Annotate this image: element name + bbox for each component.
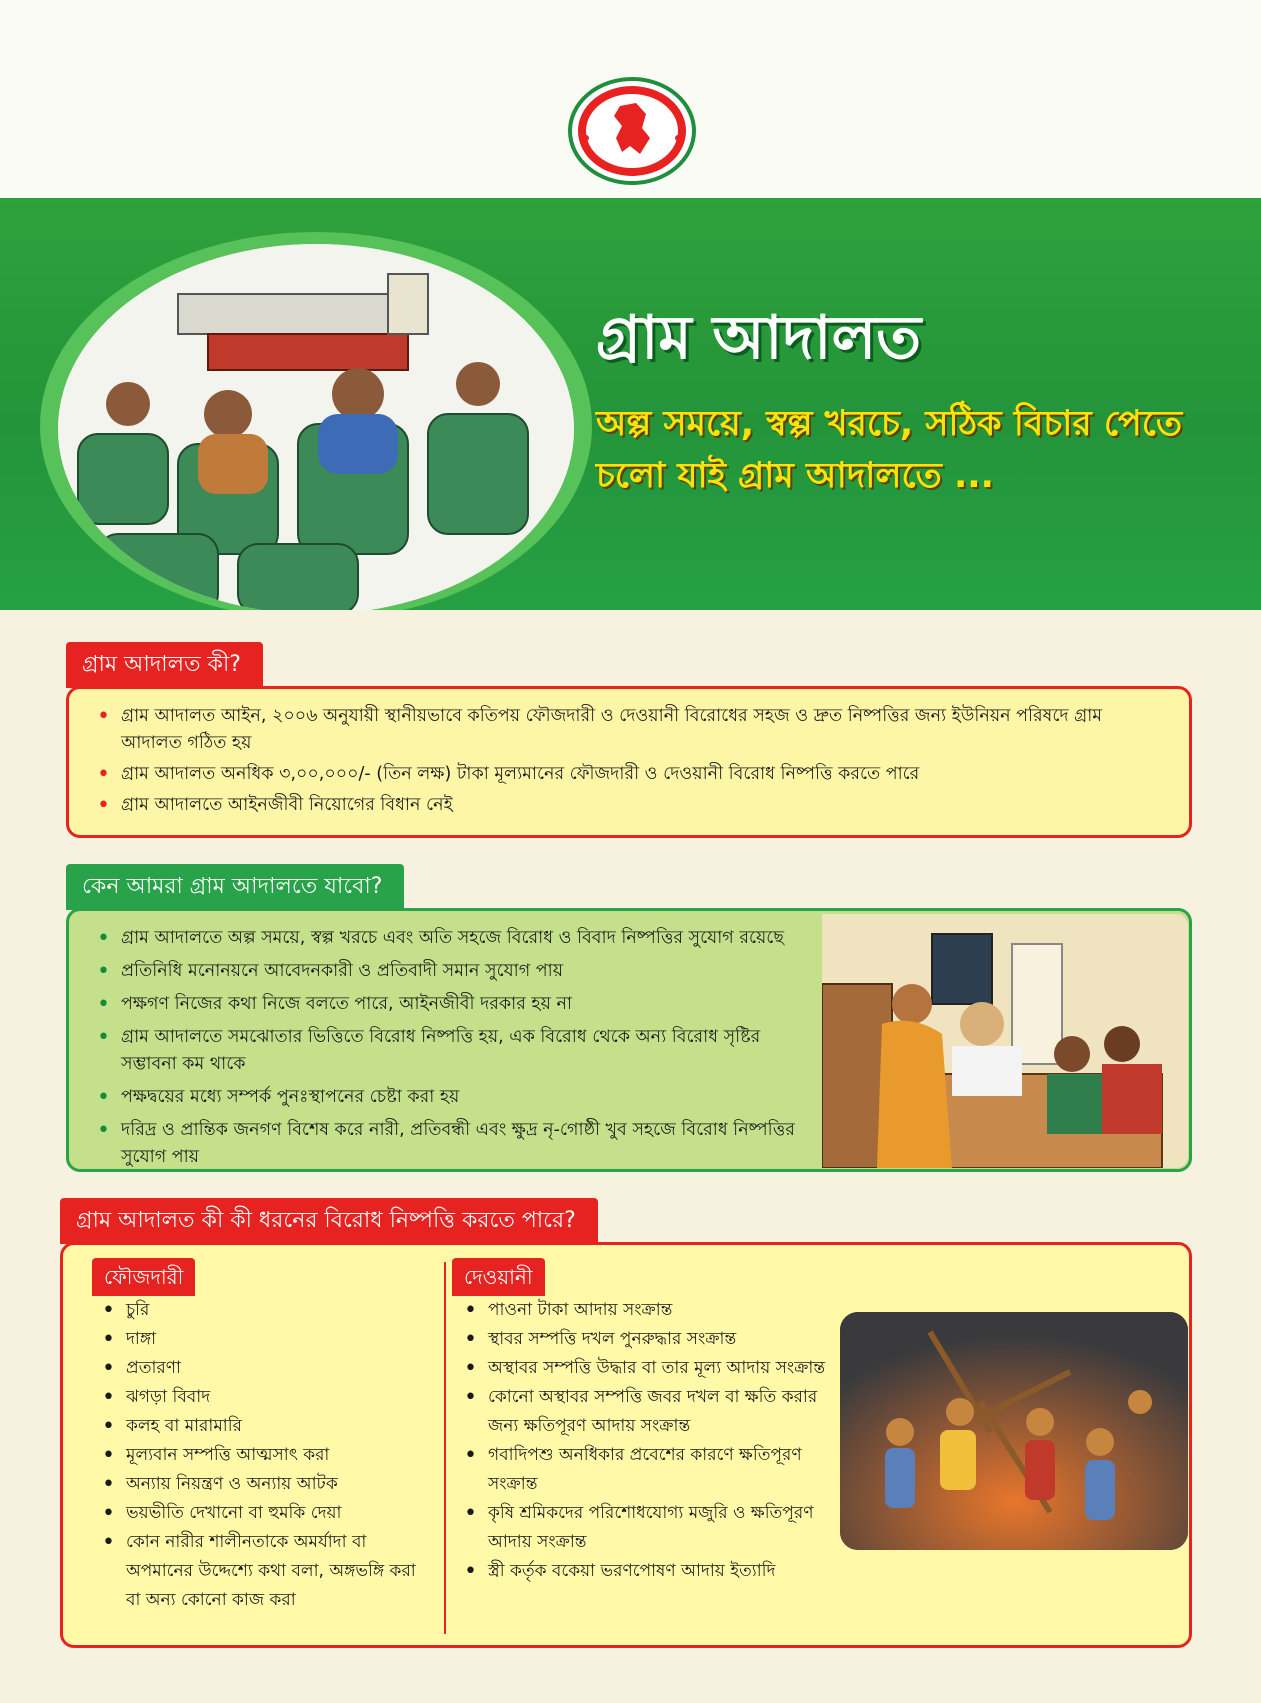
subtitle-line-1: অল্প সময়ে, স্বল্প খরচে, সঠিক বিচার পেতে bbox=[596, 404, 1183, 444]
list-item: • গ্রাম আদালতে অল্প সময়ে, স্বল্প খরচে এবং অতি সহজে বিরোধ ও বিবাদ নিষ্পত্তির সুযোগ রয়েছে bbox=[91, 925, 821, 952]
list-item: • স্থাবর সম্পত্তি দখল পুনরুদ্ধার সংক্রান্ত bbox=[458, 1325, 838, 1354]
civil-heading: দেওয়ানী bbox=[452, 1258, 545, 1296]
civil-column bbox=[458, 1296, 838, 1586]
list-item: • গ্রাম আদালত আইন, ২০০৬ অনুযায়ী স্থানীয়ভাবে কতিপয় ফৌজদারী ও দেওয়ানী বিরোধের সহজ ও দ্রুত নিষ্পত্তির জন্য ইউনিয়ন পরিষদে গ্রাম আদালত গঠিত হয় bbox=[91, 703, 1167, 757]
criminal-list bbox=[96, 1296, 426, 1615]
poster-subtitle bbox=[596, 398, 1236, 502]
criminal-column bbox=[96, 1296, 426, 1615]
list-item: • ভয়ভীতি দেখানো বা হুমকি দেয়া bbox=[96, 1499, 426, 1528]
civil-list bbox=[458, 1296, 838, 1586]
section-what-list bbox=[91, 703, 1167, 819]
list-item: • প্রতারণা bbox=[96, 1354, 426, 1383]
list-item: • পাওনা টাকা আদায় সংক্রান্ত bbox=[458, 1296, 838, 1325]
office-illustration bbox=[822, 914, 1188, 1168]
poster-title: গ্রাম আদালত bbox=[596, 303, 922, 373]
section-heading-what: গ্রাম আদালত কী? bbox=[66, 642, 263, 688]
list-item: • কৃষি শ্রমিকদের পরিশোধযোগ্য মজুরি ও ক্ষতিপূরণ আদায় সংক্রান্ত bbox=[458, 1499, 838, 1557]
list-item: • গ্রাম আদালতে আইনজীবী নিয়োগের বিধান নেই bbox=[91, 792, 1167, 819]
list-item: • কলহ বা মারামারি bbox=[96, 1412, 426, 1441]
government-seal-icon bbox=[566, 76, 698, 186]
list-item: • পক্ষগণ নিজের কথা নিজে বলতে পারে, আইনজীবী দরকার হয় না bbox=[91, 991, 821, 1018]
list-item: • পক্ষদ্বয়ের মধ্যে সম্পর্ক পুনঃস্থাপনের চেষ্টা করা হয় bbox=[91, 1084, 821, 1111]
list-item: • প্রতিনিধি মনোনয়নে আবেদনকারী ও প্রতিবাদী সমান সুযোগ পায় bbox=[91, 958, 821, 985]
list-item: • মূল্যবান সম্পত্তি আত্মসাৎ করা bbox=[96, 1441, 426, 1470]
courtroom-illustration bbox=[58, 244, 574, 614]
list-item: • দাঙ্গা bbox=[96, 1325, 426, 1354]
section-why-list bbox=[91, 925, 821, 1171]
section-what-box bbox=[66, 686, 1192, 838]
list-item: • চুরি bbox=[96, 1296, 426, 1325]
conflict-illustration bbox=[840, 1312, 1188, 1550]
criminal-heading: ফৌজদারী bbox=[92, 1258, 195, 1296]
list-item: • অস্থাবর সম্পত্তি উদ্ধার বা তার মূল্য আদায় সংক্রান্ত bbox=[458, 1354, 838, 1383]
list-item: • গ্রাম আদালতে সমঝোতার ভিত্তিতে বিরোধ নিষ্পত্তি হয়, এক বিরোধ থেকে অন্য বিরোধ সৃষ্টির সম্ভাবনা কম থাকে bbox=[91, 1024, 821, 1078]
list-item: • স্ত্রী কর্তৃক বকেয়া ভরণপোষণ আদায় ইত্যাদি bbox=[458, 1557, 838, 1586]
column-divider bbox=[444, 1262, 446, 1634]
list-item: • ঝগড়া বিবাদ bbox=[96, 1383, 426, 1412]
list-item: • কোন নারীর শালীনতাকে অমর্যাদা বা অপমানের উদ্দেশ্যে কথা বলা, অঙ্গভঙ্গি করা বা অন্য কোনো কাজ করা bbox=[96, 1528, 426, 1615]
list-item: • কোনো অস্থাবর সম্পত্তি জবর দখল বা ক্ষতি করার জন্য ক্ষতিপূরণ আদায় সংক্রান্ত bbox=[458, 1383, 838, 1441]
list-item: • গবাদিপশু অনধিকার প্রবেশের কারণে ক্ষতিপূরণ সংক্রান্ত bbox=[458, 1441, 838, 1499]
list-item: • অন্যায় নিয়ন্ত্রণ ও অন্যায় আটক bbox=[96, 1470, 426, 1499]
section-heading-types: গ্রাম আদালত কী কী ধরনের বিরোধ নিষ্পত্তি করতে পারে? bbox=[60, 1198, 598, 1244]
section-heading-why: কেন আমরা গ্রাম আদালতে যাবো? bbox=[66, 864, 404, 910]
subtitle-line-2: চলো যাই গ্রাম আদালতে ... bbox=[596, 456, 994, 496]
list-item: • গ্রাম আদালত অনধিক ৩,০০,০০০/- (তিন লক্ষ) টাকা মূল্যমানের ফৌজদারী ও দেওয়ানী বিরোধ নিষ্পত্তি করতে পারে bbox=[91, 761, 1167, 788]
list-item: • দরিদ্র ও প্রান্তিক জনগণ বিশেষ করে নারী, প্রতিবন্ধী এবং ক্ষুদ্র নৃ-গোষ্ঠী খুব সহজে বিরোধ নিষ্পত্তির সুযোগ পায় bbox=[91, 1117, 821, 1171]
